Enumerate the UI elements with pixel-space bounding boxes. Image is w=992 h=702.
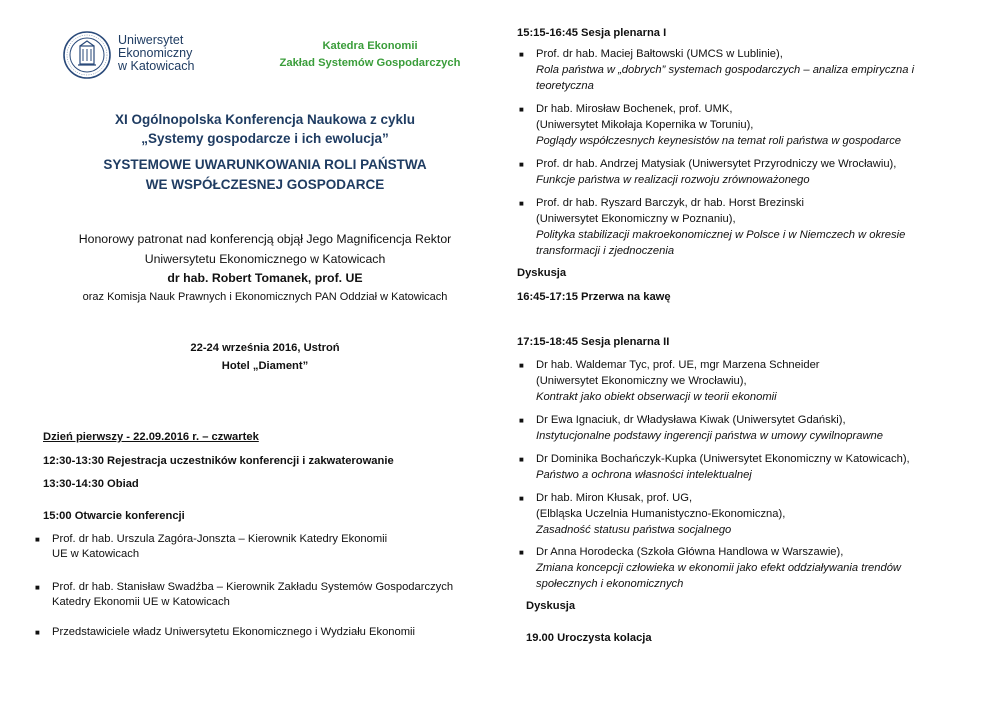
conference-hotel: Hotel „Diament” xyxy=(221,360,309,372)
university-logo xyxy=(62,30,197,80)
patron-name: dr hab. Robert Tomanek, prof. UE xyxy=(167,271,363,285)
bullet-icon: ■ xyxy=(35,628,40,637)
opening-slot: 15:00 Otwarcie konferencji xyxy=(43,510,185,522)
talk-title-line: teoretyczna xyxy=(536,80,594,92)
university-name-line: Uniwersytet xyxy=(118,33,184,47)
day1-heading: Dzień pierwszy - 22.09.2016 r. – czwartek xyxy=(43,431,259,443)
university-seal-icon xyxy=(62,30,112,80)
patronage-text: Honorowy patronat nad konferencją objął Jego Magnificencja Rektor xyxy=(78,232,452,246)
talk-title-line: Kontrakt jako obiekt obserwacji w teorii ekonomii xyxy=(536,391,777,403)
speaker-line: Prof. dr hab. Andrzej Matysiak (Uniwersytet Przyrodniczy we Wrocławiu), xyxy=(536,158,897,170)
university-name xyxy=(118,34,194,73)
bullet-icon: ■ xyxy=(519,50,524,59)
talk-title-line: Zmiana koncepcji człowieka w ekonomii jako efekt oddziaływania trendów xyxy=(536,562,902,574)
talk-title-line: Poglądy współczesnych keynesistów na temat roli państwa w gospodarce xyxy=(536,135,902,147)
conference-series-name: „Systemy gospodarcze i ich ewolucja” xyxy=(141,131,389,146)
talk-title-line: Polityka stabilizacji makroekonomicznej w Polsce i w Niemczech w okresie xyxy=(536,229,906,241)
conference-title-line: XI Ogólnopolska Konferencja Naukowa z cyklu xyxy=(114,112,416,127)
bullet-icon: ■ xyxy=(519,199,524,208)
conference-theme: WE WSPÓŁCZESNEJ GOSPODARCE xyxy=(145,177,385,192)
session2-discussion: Dyskusja xyxy=(526,600,576,612)
patronage-text: Uniwersytetu Ekonomicznego w Katowicach xyxy=(144,252,386,266)
patronage-text: oraz Komisja Nauk Prawnych i Ekonomicznych PAN Oddział w Katowicach xyxy=(82,291,448,303)
speaker-line: Prof. dr hab. Maciej Bałtowski (UMCS w Lublinie), xyxy=(536,48,783,60)
registration-slot: 12:30-13:30 Rejestracja uczestników konferencji i zakwaterowanie xyxy=(43,455,394,467)
talk-title-line: społecznych i ekonomicznych xyxy=(536,578,684,590)
bullet-icon: ■ xyxy=(519,455,524,464)
speaker-line: (Uniwersytet Ekonomiczny w Poznaniu), xyxy=(536,213,736,225)
gala-dinner-slot: 19.00 Uroczysta kolacja xyxy=(526,632,652,644)
session2-heading: 17:15-18:45 Sesja plenarna II xyxy=(517,336,670,348)
bullet-icon: ■ xyxy=(519,361,524,370)
speaker-line: Dr hab. Miron Kłusak, prof. UG, xyxy=(536,492,693,504)
talk-title-line: Funkcje państwa w realizacji rozwoju zrównoważonego xyxy=(536,174,810,186)
speaker-line: (Uniwersytet Mikołaja Kopernika w Toruniu), xyxy=(536,119,754,131)
speaker-line: (Uniwersytet Ekonomiczny we Wrocławiu), xyxy=(536,375,747,387)
speaker-line: Dr hab. Waldemar Tyc, prof. UE, mgr Marzena Schneider xyxy=(536,359,820,371)
university-name-line: Ekonomiczny xyxy=(118,46,193,60)
talk-title-line: Państwo a ochrona własności intelektualnej xyxy=(536,469,752,481)
list-item-text: Prof. dr hab. Stanisław Swadźba – Kierownik Zakładu Systemów Gospodarczych xyxy=(52,581,454,593)
talk-title-line: Zasadność statusu państwa socjalnego xyxy=(536,524,732,536)
speaker-line: (Elbląska Uczelnia Humanistyczno-Ekonomiczna), xyxy=(536,508,786,520)
list-item-text: UE w Katowicach xyxy=(52,548,140,560)
university-name-line: w Katowicach xyxy=(118,59,195,73)
speaker-line: Dr Dominika Bochańczyk-Kupka (Uniwersytet Ekonomiczny w Katowicach), xyxy=(536,453,910,465)
list-item-text: Prof. dr hab. Urszula Zagóra-Jonszta – Kierownik Katedry Ekonomii xyxy=(52,533,388,545)
conference-theme: SYSTEMOWE UWARUNKOWANIA ROLI PAŃSTWA xyxy=(103,157,427,172)
bullet-icon: ■ xyxy=(519,416,524,425)
list-item-text: Przedstawiciele władz Uniwersytetu Ekonomicznego i Wydziału Ekonomii xyxy=(52,626,416,638)
bullet-icon: ■ xyxy=(519,494,524,503)
session1-discussion: Dyskusja xyxy=(517,267,567,279)
talk-title-line: transformacji i zjednoczenia xyxy=(536,245,675,257)
bullet-icon: ■ xyxy=(519,105,524,114)
talk-title-line: Instytucjonalne podstawy ingerencji państwa w umowy cywilnoprawne xyxy=(536,430,883,442)
speaker-line: Dr Ewa Ignaciuk, dr Władysława Kiwak (Uniwersytet Gdański), xyxy=(536,414,846,426)
list-item-text: Katedry Ekonomii UE w Katowicach xyxy=(52,596,230,608)
speaker-line: Dr Anna Horodecka (Szkoła Główna Handlowa w Warszawie), xyxy=(536,546,844,558)
bullet-icon: ■ xyxy=(519,160,524,169)
speaker-line: Dr hab. Mirosław Bochenek, prof. UMK, xyxy=(536,103,733,115)
bullet-icon: ■ xyxy=(519,548,524,557)
speaker-line: Prof. dr hab. Ryszard Barczyk, dr hab. Horst Brezinski xyxy=(536,197,804,209)
session1-heading: 15:15-16:45 Sesja plenarna I xyxy=(517,27,667,39)
talk-title-line: Rola państwa w „dobrych” systemach gospodarczych – analiza empiryczna i xyxy=(536,64,915,76)
bullet-icon: ■ xyxy=(35,535,40,544)
department-name: Katedra Ekonomii xyxy=(322,40,418,52)
conference-date-place: 22-24 września 2016, Ustroń xyxy=(190,342,340,354)
bullet-icon: ■ xyxy=(35,583,40,592)
coffee-break-slot: 16:45-17:15 Przerwa na kawę xyxy=(517,291,671,303)
unit-name: Zakład Systemów Gospodarczych xyxy=(279,57,461,69)
lunch-slot: 13:30-14:30 Obiad xyxy=(43,478,139,490)
